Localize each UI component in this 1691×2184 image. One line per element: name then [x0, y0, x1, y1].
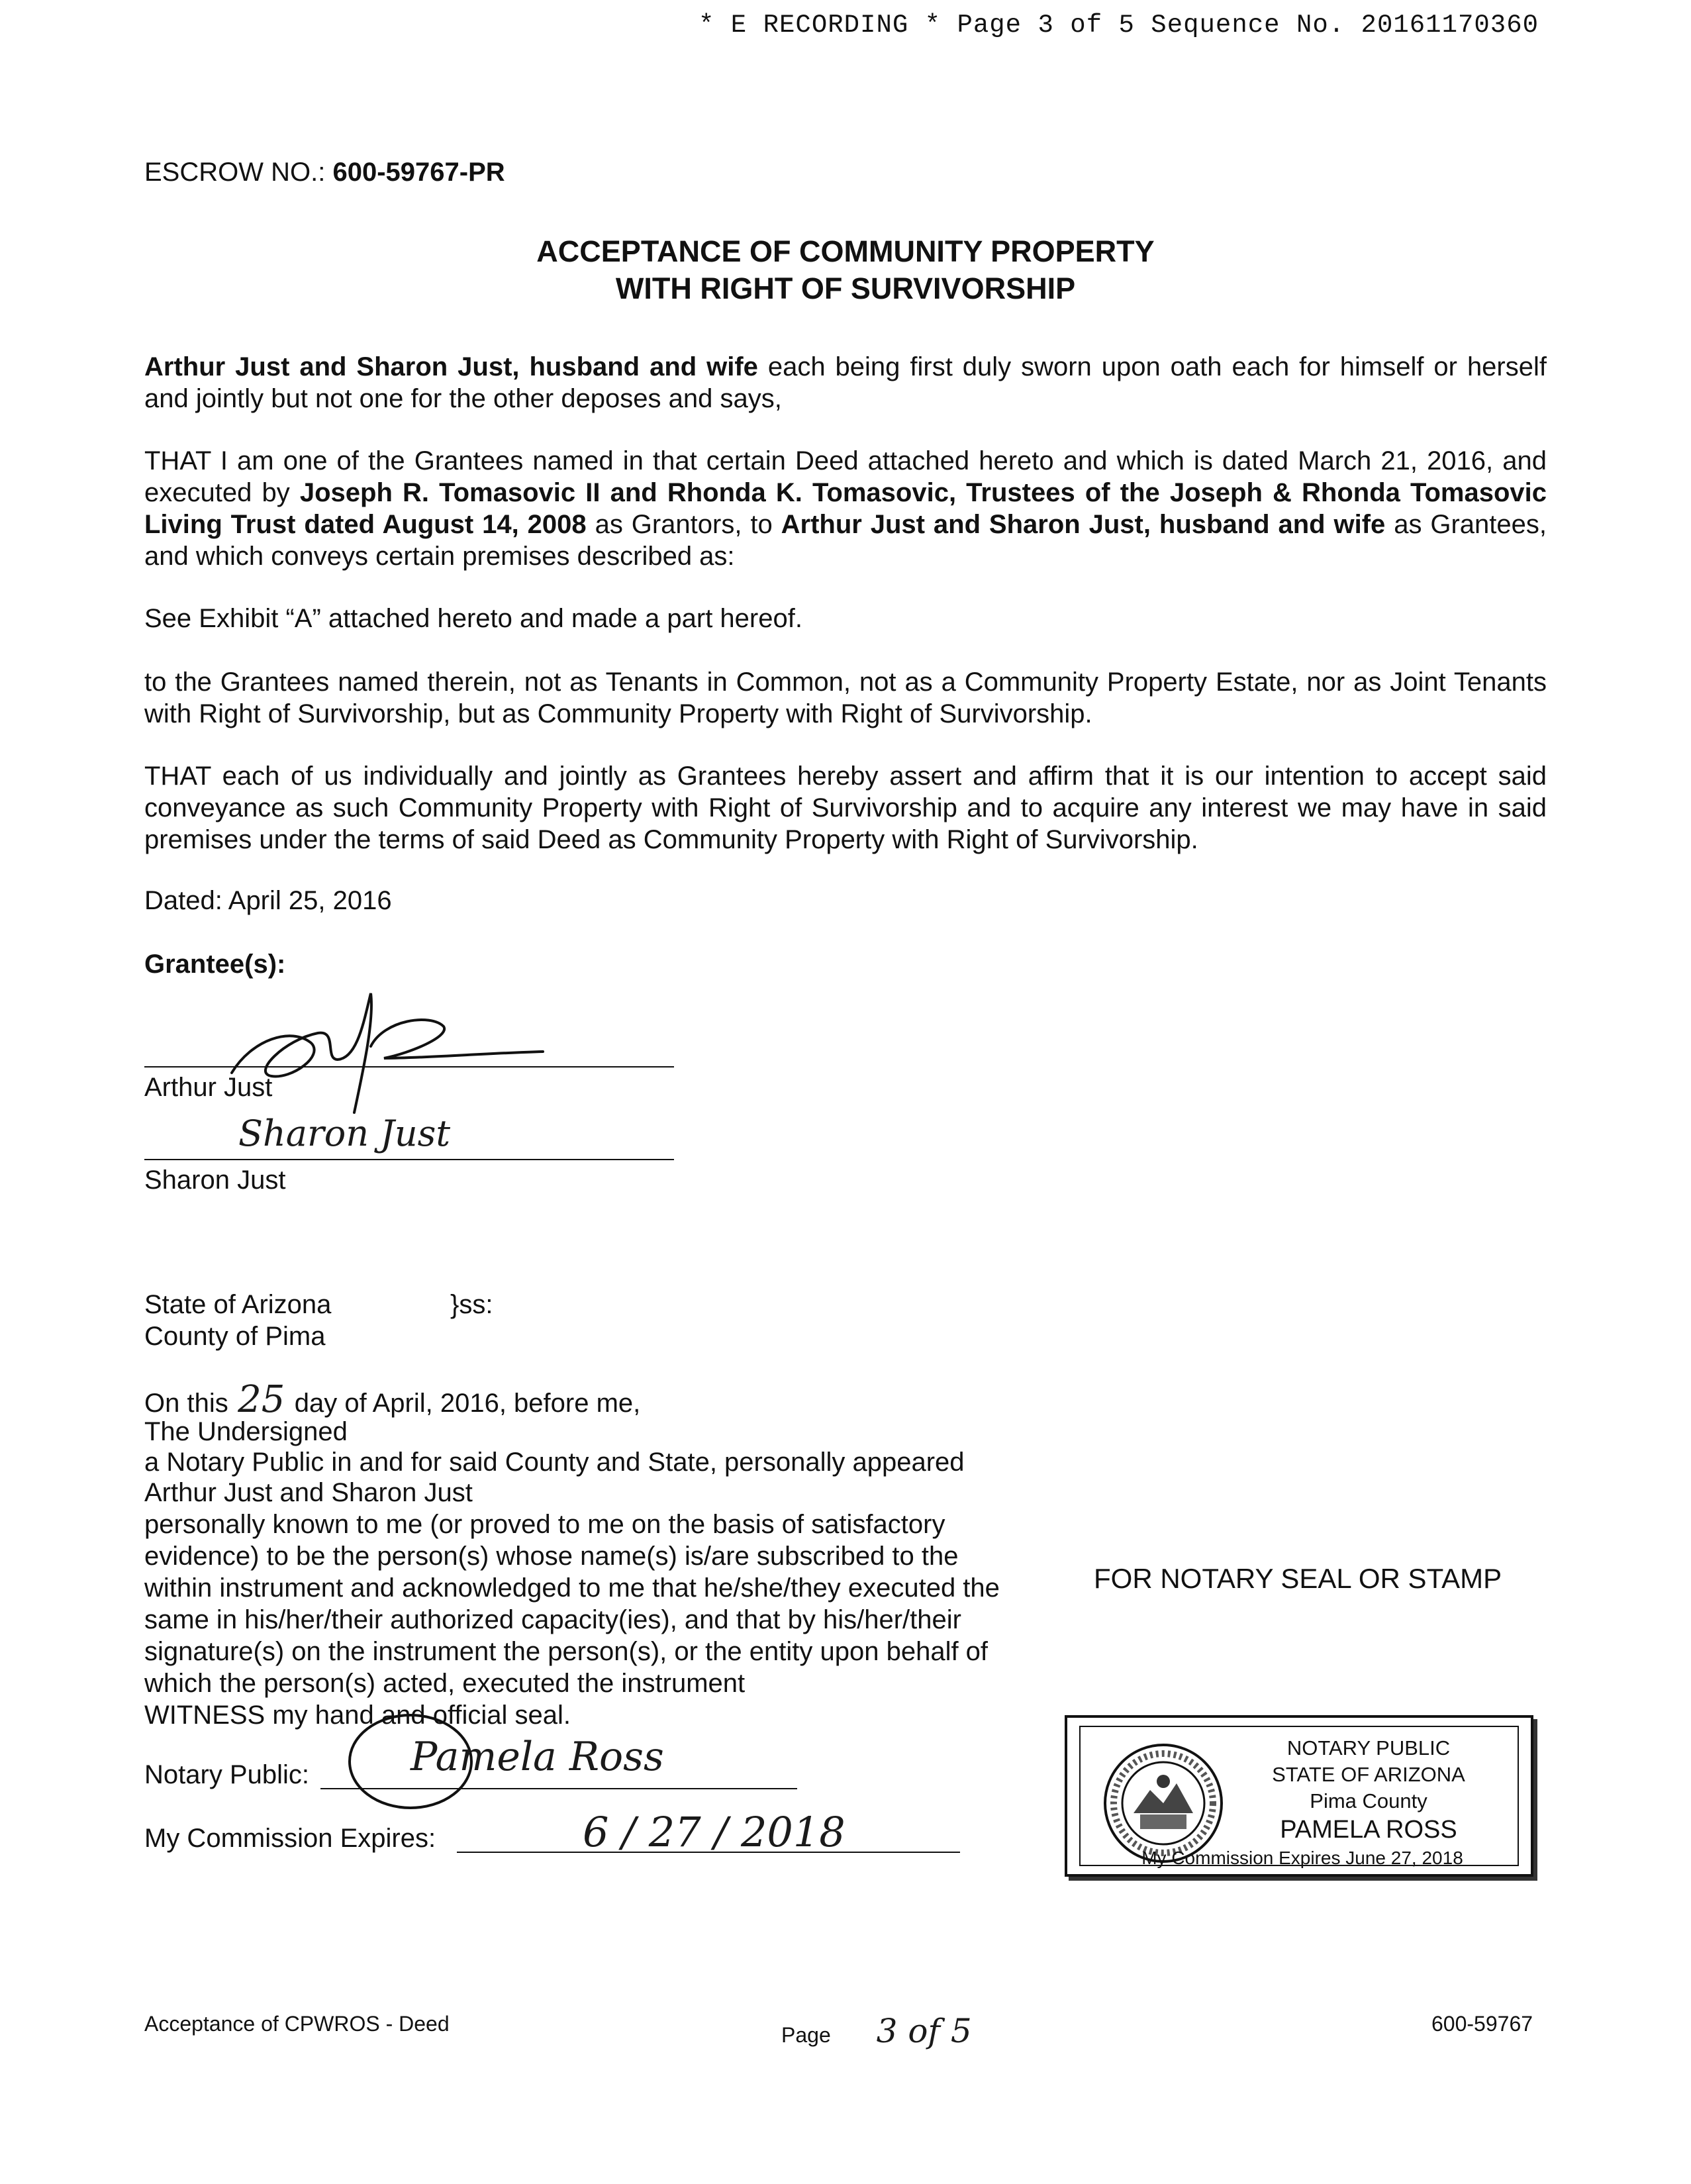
- appeared-line: a Notary Public in and for said County and State, personally appeared: [144, 1448, 965, 1477]
- notary-ss: }ss:: [450, 1290, 493, 1319]
- dated-line: Dated: April 25, 2016: [144, 886, 392, 915]
- escrow-number: [144, 156, 505, 188]
- arthur-signature: [212, 980, 556, 1132]
- title-line-1: ACCEPTANCE OF COMMUNITY PROPERTY: [536, 234, 1155, 268]
- grantor-names: Joseph R. Tomasovic II and Rhonda K. Tomasovic, Trustees of the Joseph & Rhonda Tomasovic Living Trust dated August 14, 2008: [144, 478, 1547, 539]
- document-title: [144, 233, 1547, 307]
- on-this-text: On this: [144, 1389, 228, 1418]
- commission-label: My Commission Expires:: [144, 1824, 436, 1853]
- paragraph-tenancy: to the Grantees named therein, not as Tenants in Common, not as a Community Property Estate, nor as Joint Tenants with Right of Survivorship, but as Community Property with Right of Survivorship.: [144, 668, 1547, 728]
- footer-document-name: Acceptance of CPWROS - Deed: [144, 2012, 450, 2036]
- acknowledgment-block: [144, 1509, 1000, 1731]
- escrow-value: 600-59767-PR: [332, 158, 505, 187]
- recording-header: * E RECORDING * Page 3 of 5 Sequence No. 20161170360: [699, 11, 1539, 40]
- sharon-signature: Sharon Just: [238, 1113, 451, 1154]
- undersigned-line: The Undersigned: [144, 1417, 348, 1446]
- grantee-name-sharon: Sharon Just: [144, 1166, 286, 1195]
- escrow-label: ESCROW NO.:: [144, 158, 326, 187]
- paragraph-exhibit: See Exhibit “A” attached hereto and made a part hereof.: [144, 604, 802, 633]
- footer-page-number: [781, 2012, 972, 2050]
- deed-text-2: as Grantors, to: [586, 510, 781, 539]
- notary-date-line: [144, 1378, 641, 1421]
- grantee-names-2: Arthur Just and Sharon Just, husband and wife: [781, 510, 1386, 539]
- paragraph-oath: [144, 351, 1547, 415]
- ack-line: which the person(s) acted, executed the instrument: [144, 1669, 746, 1698]
- grantees-label: Grantee(s):: [144, 950, 286, 979]
- footer-page-label: Page: [781, 2023, 831, 2047]
- ack-line: evidence) to be the person(s) whose name(s) is/are subscribed to the: [144, 1542, 959, 1571]
- footer-escrow-number: 600-59767: [1431, 2012, 1533, 2036]
- footer-page-handwritten: 3 of 5: [876, 2012, 972, 2050]
- ack-line: same in his/her/their authorized capacity(ies), and that by his/her/their: [144, 1605, 961, 1634]
- stamp-expiration: My Commission Expires June 27, 2018: [1141, 1848, 1463, 1868]
- stamp-inner-border: [1079, 1726, 1519, 1866]
- stamp-notary-name: PAMELA ROSS: [1280, 1816, 1457, 1844]
- paragraph-deed: [144, 445, 1547, 572]
- signature-line-arthur: [144, 1066, 674, 1067]
- grantee-name-arthur: Arthur Just: [144, 1073, 273, 1102]
- ack-line: WITNESS my hand and official seal.: [144, 1701, 571, 1730]
- deed-text-3: as Grantees, and which conveys certain premises described as:: [144, 510, 1547, 571]
- stamp-line-3: Pima County: [1310, 1789, 1427, 1812]
- signature-line-sharon: [144, 1159, 674, 1160]
- oath-text: each being first duly sworn upon oath each for himself or herself and jointly but not one for the other deposes and says,: [144, 352, 1547, 413]
- notary-stamp: [1065, 1715, 1533, 1877]
- stamp-line-2: STATE OF ARIZONA: [1272, 1763, 1465, 1786]
- notary-signature: Pamela Ross: [411, 1734, 664, 1780]
- grantee-names: Arthur Just and Sharon Just, husband and wife: [144, 352, 758, 381]
- ack-line: within instrument and acknowledged to me that he/she/they executed the: [144, 1573, 1000, 1603]
- seal-placeholder-label: FOR NOTARY SEAL OR STAMP: [1094, 1563, 1502, 1594]
- paragraph-affirmation: THAT each of us individually and jointly as Grantees hereby assert and affirm that it is our intention to accept said conveyance as such Community Property with Right of Survivorship and to acquire any interest we may have in said premises under the terms of said Deed as Community Property with Right of Survivorship.: [144, 762, 1547, 854]
- notary-county: County of Pima: [144, 1322, 326, 1351]
- deed-text-1: THAT I am one of the Grantees named in that certain Deed attached hereto and which is dated March 21, 2016, and executed by: [144, 446, 1547, 507]
- ack-line: personally known to me (or proved to me on the basis of satisfactory: [144, 1510, 945, 1539]
- stamp-line-1: NOTARY PUBLIC: [1286, 1736, 1451, 1760]
- stamp-text: [1141, 1735, 1518, 1871]
- title-line-2: WITH RIGHT OF SURVIVORSHIP: [615, 272, 1076, 305]
- notary-state: State of Arizona: [144, 1290, 332, 1319]
- commission-date-handwritten: 6 / 27 / 2018: [583, 1808, 846, 1856]
- appeared-names: Arthur Just and Sharon Just: [144, 1478, 473, 1507]
- notary-public-label: Notary Public:: [144, 1760, 309, 1789]
- ack-line: signature(s) on the instrument the person(s), or the entity upon behalf of: [144, 1637, 989, 1666]
- handwritten-day: 25: [238, 1378, 285, 1421]
- day-rest-text: day of April, 2016, before me,: [294, 1389, 641, 1418]
